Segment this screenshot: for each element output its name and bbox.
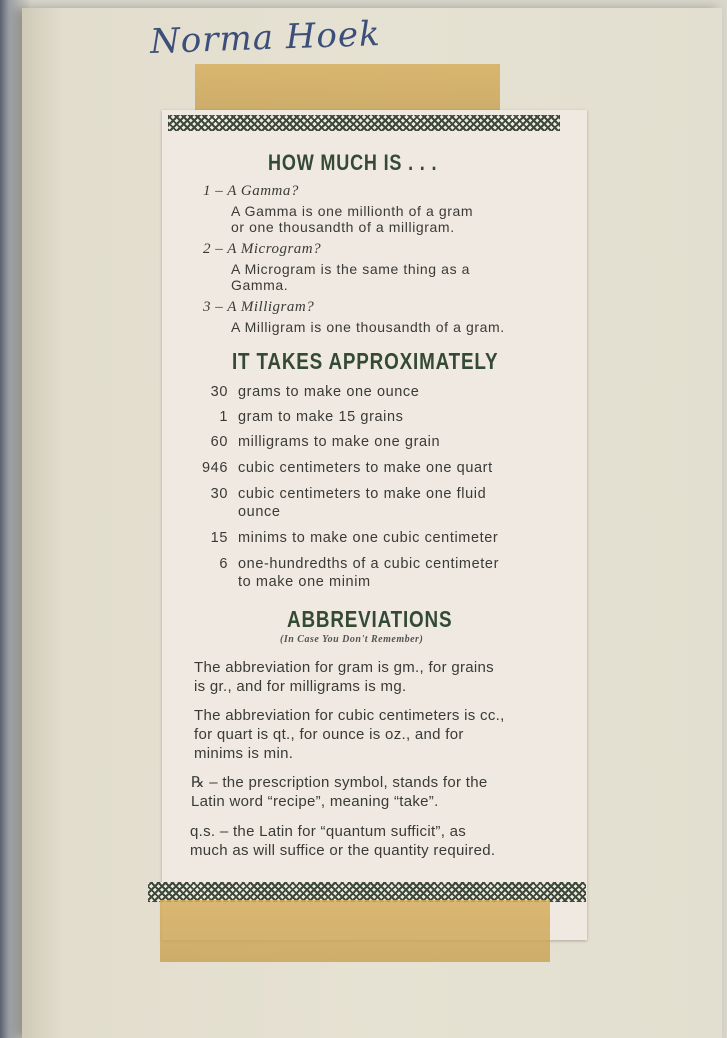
paragraph-line: The abbreviation for cubic centimeters is cc.,	[194, 707, 505, 724]
conversion-text: cubic centimeters to make one fluid	[238, 486, 487, 502]
tape-strip-top	[195, 64, 500, 110]
abbreviation-paragraph	[194, 706, 554, 763]
paragraph-line: minims is min.	[194, 745, 294, 762]
answer-gamma-line1: A Gamma is one millionth of a gram	[231, 203, 474, 219]
paragraph-line: q.s. – the Latin for “quantum sufficit”, as	[190, 823, 467, 840]
conversion-text: grams to make one ounce	[238, 384, 420, 400]
conversion-row	[200, 433, 540, 451]
conversion-amount: 30	[210, 384, 228, 400]
answer-milligram-line1: A Milligram is one thousandth of a gram.	[231, 319, 505, 335]
conversion-amount: 15	[210, 530, 228, 546]
abbreviation-paragraph	[190, 822, 555, 860]
section-heading-abbreviations: ABBREVIATIONS	[287, 606, 453, 632]
conversion-text-continued: to make one minim	[238, 574, 371, 590]
question-microgram: 2 – A Microgram?	[203, 241, 322, 257]
conversion-text: gram to make 15 grains	[238, 409, 404, 425]
paragraph-line: The abbreviation for gram is gm., for grains	[194, 659, 494, 676]
conversion-amount: 946	[202, 460, 228, 476]
section-heading-approximately: IT TAKES APPROXIMATELY	[232, 348, 499, 374]
conversion-amount: 1	[219, 409, 228, 425]
conversion-row	[200, 383, 540, 401]
answer-microgram-line2: Gamma.	[231, 277, 289, 293]
conversion-row	[200, 459, 540, 477]
section-heading-how-much: HOW MUCH IS . . .	[268, 150, 438, 175]
paragraph-line: for quart is qt., for ounce is oz., and for	[194, 726, 464, 743]
tape-strip-bottom	[160, 900, 550, 962]
abbreviation-paragraph	[191, 773, 551, 811]
decorative-border-bottom	[148, 882, 586, 902]
paragraph-line: ℞ – the prescription symbol, stands for the	[191, 774, 488, 791]
conversion-text: minims to make one cubic centimeter	[238, 530, 499, 546]
conversion-row	[200, 555, 540, 591]
abbreviation-paragraph	[194, 658, 554, 696]
conversion-amount: 30	[210, 486, 228, 502]
handwritten-signature: Norma Hoek	[149, 13, 382, 63]
paragraph-line: Latin word “recipe”, meaning “take”.	[191, 793, 439, 810]
conversion-row	[200, 529, 540, 547]
decorative-border-top	[168, 115, 560, 131]
answer-gamma-line2: or one thousandth of a milligram.	[231, 219, 455, 235]
conversion-text: cubic centimeters to make one quart	[238, 460, 493, 476]
conversion-text: milligrams to make one grain	[238, 434, 441, 450]
question-gamma: 1 – A Gamma?	[203, 183, 299, 199]
conversion-amount: 6	[219, 556, 228, 572]
conversion-amount: 60	[210, 434, 228, 450]
section-subheading: (In Case You Don't Remember)	[280, 634, 424, 645]
question-milligram: 3 – A Milligram?	[203, 299, 315, 315]
paragraph-line: is gr., and for milligrams is mg.	[194, 678, 407, 695]
conversion-text-continued: ounce	[238, 504, 281, 520]
answer-microgram-line1: A Microgram is the same thing as a	[231, 261, 471, 277]
conversion-row	[200, 408, 540, 426]
conversion-row	[200, 485, 540, 521]
conversion-text: one-hundredths of a cubic centimeter	[238, 556, 499, 572]
paragraph-line: much as will suffice or the quantity required.	[190, 842, 496, 859]
